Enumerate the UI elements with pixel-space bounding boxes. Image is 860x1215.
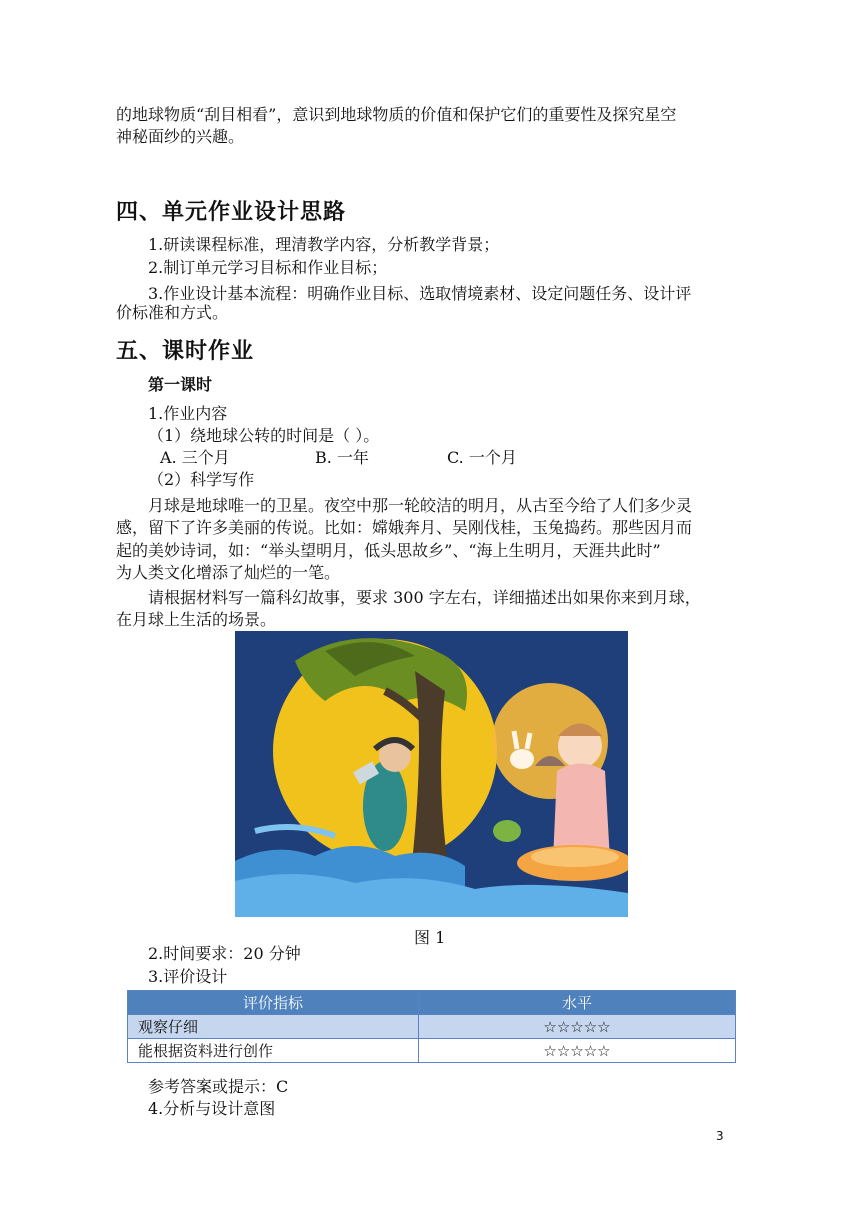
page-number: 3 <box>716 1129 724 1143</box>
intro-line-1: 的地球物质“刮目相看”，意识到地球物质的价值和保护它们的重要性及探究星空 <box>116 105 677 124</box>
table-row <box>128 1039 736 1063</box>
time-requirement: 2.时间要求：20 分钟 <box>148 944 301 963</box>
task-line-1: 请根据材料写一篇科幻故事，要求 300 字左右，详细描述出如果你来到月球， <box>148 588 701 607</box>
passage-line-4: 为人类文化增添了灿烂的一笔。 <box>116 563 341 582</box>
task-line-2: 在月球上生活的场景。 <box>116 610 277 629</box>
analysis-heading: 4.分析与设计意图 <box>148 1099 276 1118</box>
row-stars: ☆☆☆☆☆ <box>419 1015 736 1039</box>
section4-item-3: 3.作业设计基本流程：明确作业目标、选取情境素材、设定问题任务、设计评 <box>148 284 692 303</box>
table-header-row <box>128 991 736 1015</box>
intro-line-2: 神秘面纱的兴趣。 <box>116 127 245 146</box>
section4-item-2: 2.制订单元学习目标和作业目标； <box>148 258 388 277</box>
question-2: （2）科学写作 <box>148 470 255 489</box>
moon-legend-illustration <box>235 631 628 917</box>
section5-title: 五、课时作业 <box>116 339 255 364</box>
section4-item-3-cont: 价标准和方式。 <box>116 303 229 322</box>
row-criteria: 能根据资料进行创作 <box>128 1039 419 1063</box>
section4-title: 四、单元作业设计思路 <box>116 200 347 225</box>
content-heading: 1.作业内容 <box>148 404 228 423</box>
row-criteria: 观察仔细 <box>128 1015 419 1039</box>
evaluation-heading: 3.评价设计 <box>148 967 228 986</box>
figure-caption: 图 1 <box>414 928 446 947</box>
option-b: B. 一年 <box>315 448 369 467</box>
lesson-title: 第一课时 <box>148 375 213 394</box>
table-row <box>128 1015 736 1039</box>
evaluation-table <box>127 990 736 1063</box>
header-criteria: 评价指标 <box>128 991 419 1015</box>
passage-line-2: 感，留下了许多美丽的传说。比如：嫦娥奔月、吴刚伐桂，玉兔捣药。那些因月而 <box>116 518 693 537</box>
section4-item-1: 1.研读课程标准，理清教学内容，分析教学背景； <box>148 235 500 254</box>
reference-answer: 参考答案或提示：C <box>148 1077 289 1096</box>
passage-line-1: 月球是地球唯一的卫星。夜空中那一轮皎洁的明月，从古至今给了人们多少灵 <box>148 496 693 515</box>
option-a: A. 三个月 <box>160 448 230 467</box>
question-1: （1）绕地球公转的时间是（ ）。 <box>148 426 380 445</box>
passage-line-3: 起的美妙诗词，如：“举头望明月，低头思故乡”、“海上生明月，天涯共此时” <box>116 541 661 560</box>
option-c: C. 一个月 <box>447 448 517 467</box>
row-stars: ☆☆☆☆☆ <box>419 1039 736 1063</box>
header-level: 水平 <box>419 991 736 1015</box>
